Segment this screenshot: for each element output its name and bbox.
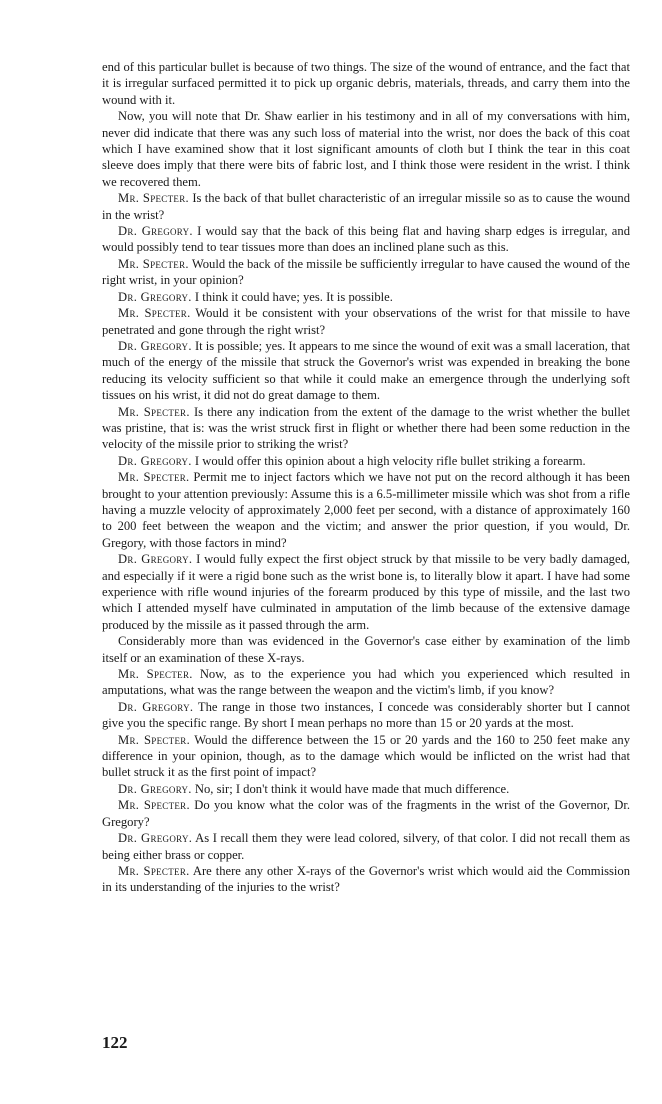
paragraph: Dr. Gregory. I think it could have; yes. It is possible. bbox=[118, 289, 393, 304]
speaker-label: Dr. Gregory. bbox=[118, 453, 192, 468]
paragraph: Dr. Gregory. I would offer this opinion about a high velocity rifle bullet striking a forearm. bbox=[118, 453, 586, 468]
paragraph: Mr. Specter. Now, as to the experience you had which you experienced which resulted in amputations, what was the range between the weapon and the victim's limb, if you know? bbox=[102, 667, 630, 698]
paragraph: Dr. Gregory. The range in those two instances, I concede was considerably shorter but I cannot give you the specific range. By short I mean perhaps no more than 15 or 20 yards at the most. bbox=[102, 699, 631, 731]
speaker-label: Dr. Gregory. bbox=[118, 289, 192, 304]
page-number: 122 bbox=[102, 1033, 128, 1052]
speaker-label: Mr. Specter. bbox=[118, 798, 190, 813]
speaker-label: Mr. Specter. bbox=[118, 306, 191, 321]
speaker-label: Dr. Gregory. bbox=[118, 224, 193, 239]
document-page bbox=[102, 59, 630, 896]
speaker-label: Dr. Gregory. bbox=[118, 338, 192, 353]
paragraph: Mr. Specter. Would it be consistent with your observations of the wrist for that missile to have penetrated and gone through the right wrist? bbox=[102, 306, 630, 337]
speaker-label: Mr. Specter. bbox=[118, 191, 189, 206]
paragraph: Mr. Specter. Do you know what the color was of the fragments in the wrist of the Governor, Dr. Gregory? bbox=[102, 798, 630, 829]
speaker-label: Mr. Specter. bbox=[118, 404, 190, 419]
paragraph: Mr. Specter. Is there any indication from the extent of the damage to the wrist whether the bullet was pristine, that is: was the wrist struck first in flight or whether there had been some reduction in the velocity of the missile prior to striking the wrist? bbox=[102, 404, 630, 452]
paragraph: Now, you will note that Dr. Shaw earlier in his testimony and in all of my conversations with him, never did indicate that there was any such loss of material into the wrist, nor does the back of this coat which I have examined show that it lost significant amounts of cloth but I think the tear in this coat sleeve does imply that there were bits of fabric lost, and I think those were resident in the wrist. I think we recovered them. bbox=[102, 109, 630, 189]
paragraph: end of this particular bullet is because of two things. The size of the wound of entrance, and the fact that it is irregular surfaced permitted it to pick up organic debris, materials, threads, and carry them into the wound with it. bbox=[102, 60, 630, 107]
paragraph: Dr. Gregory. I would fully expect the first object struck by that missile to be very badly damaged, and especially if it were a rigid bone such as the wrist bone is, to literally blow it apart. I have had some experience with rifle wound injuries of the forearm produced by this type of missile, and the last two which I attended myself have culminated in amputation of the limb because of the extensive damage produced by the missile as it passed through the arm. bbox=[102, 552, 631, 632]
paragraph: Dr. Gregory. As I recall them they were lead colored, silvery, of that color. I did not recall them as being either brass or copper. bbox=[102, 831, 630, 862]
paragraph: Mr. Specter. Would the difference between the 15 or 20 yards and the 160 to 250 feet make any difference in your opinion, though, as to the damage which would be inflicted on the wrist had that bullet struck it as the first point of impact? bbox=[102, 732, 630, 780]
paragraph: Mr. Specter. Is the back of that bullet characteristic of an irregular missile so as to cause the wound in the wrist? bbox=[102, 191, 630, 222]
speaker-label: Dr. Gregory. bbox=[118, 552, 193, 567]
paragraph: Mr. Specter. Permit me to inject factors which we have not put on the record although it has been brought to your attention previously: Assume this is a 6.5-millimeter missile which was shot from a rifle having a muzzle velocity of approximately 2,000 feet per second, with a distance of approximately 160 to 200 feet between the weapon and the victim; and answer the prior question, if you would, Dr. Gregory, with those factors in mind? bbox=[102, 470, 630, 550]
paragraph: Mr. Specter. Are there any other X-rays of the Governor's wrist which would aid the Commission in its understanding of the injuries to the wrist? bbox=[102, 863, 630, 895]
speaker-label: Mr. Specter. bbox=[118, 470, 190, 485]
speaker-label: Dr. Gregory. bbox=[118, 831, 193, 846]
paragraph: Dr. Gregory. I would say that the back of this being flat and having sharp edges is irregular, and would possibly tend to tear tissues more than does an inclined plane such as this. bbox=[102, 224, 630, 255]
speaker-label: Dr. Gregory. bbox=[118, 781, 192, 796]
speaker-label: Mr. Specter. bbox=[118, 863, 190, 878]
speaker-label: Dr. Gregory. bbox=[118, 699, 194, 714]
speaker-label: Mr. Specter. bbox=[118, 667, 193, 682]
speaker-label: Mr. Specter. bbox=[118, 256, 189, 271]
paragraph: Dr. Gregory. It is possible; yes. It appears to me since the wound of exit was a small laceration, that much of the energy of the missile that struck the Governor's wrist was expended in breaking the bone reducing its velocity sufficient so that while it could make an emergence through the underlying soft tissues on his wrist, it did not do great damage to them. bbox=[102, 338, 630, 403]
paragraph: Considerably more than was evidenced in the Governor's case either by examination of the limb itself or an examination of these X-rays. bbox=[102, 634, 630, 665]
paragraph: Dr. Gregory. No, sir; I don't think it would have made that much difference. bbox=[118, 781, 510, 796]
paragraph: Mr. Specter. Would the back of the missile be sufficiently irregular to have caused the wound of the right wrist, in your opinion? bbox=[102, 256, 630, 288]
speaker-label: Mr. Specter. bbox=[118, 732, 191, 747]
